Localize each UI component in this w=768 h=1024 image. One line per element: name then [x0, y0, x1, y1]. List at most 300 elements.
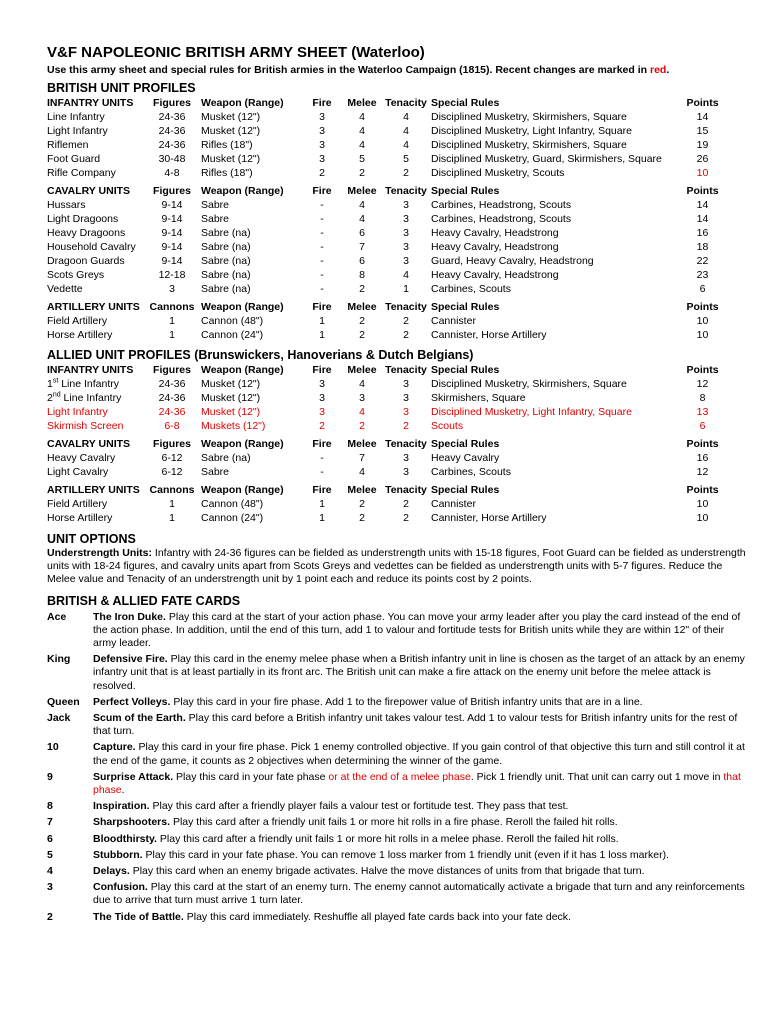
table-header-row [47, 433, 724, 451]
fate-card-description: or at the end of a melee phase [328, 770, 471, 783]
table-cell: 12-18 [158, 269, 186, 281]
table-cell: 6-12 [161, 452, 183, 464]
table-cell: 9-14 [161, 241, 183, 253]
table-row [47, 138, 724, 152]
table-cell: 1 [169, 512, 175, 524]
fate-card-name: The Tide of Battle. [93, 910, 184, 923]
understrength-units-text: Understrength Units: Infantry with 24-36 figures can be fielded as understrength units with 15-18 figures, Foot Guard can be fielded as understrength units with 18-24 figures, and cavalry units apart from Scots Greys and vedettes can be fielded as understrength units with 5-7 figures. Reduce the Melee value and Tenacity of an understrength unit by 1 point each and reduce its points cost by 2 points. [47, 547, 746, 586]
table-cell: 2 [359, 512, 365, 524]
table-cell: Musket (12") [201, 111, 261, 123]
table-cell: Cannister, Horse Artillery [431, 512, 547, 524]
table-cell: 3 [319, 111, 325, 123]
table-cell: 19 [696, 139, 709, 151]
table-cell: 30-48 [158, 153, 186, 165]
table-cell: 6 [359, 227, 365, 239]
table-cell: Muskets (12") [201, 420, 266, 432]
table-cell: 4 [359, 139, 365, 151]
unit-options-heading: UNIT OPTIONS [47, 532, 136, 546]
fate-card-name: The Iron Duke. [93, 610, 166, 623]
british-units-table [47, 96, 724, 342]
table-row [47, 314, 724, 328]
table-cell: Household Cavalry [47, 241, 136, 253]
table-cell: Heavy Cavalry [431, 452, 500, 464]
fate-card-row [47, 653, 747, 693]
table-cell: 3 [359, 392, 365, 404]
table-cell: Scots Greys [47, 269, 105, 281]
table-row [47, 511, 724, 525]
fate-card-description: Play this card when an enemy brigade activates. Halve the move distances of units from that brigade that turn. [129, 865, 645, 878]
fate-card-row [47, 741, 747, 767]
table-cell: 16 [696, 227, 709, 239]
table-cell: 3 [319, 125, 325, 137]
table-cell: Cannon (24") [201, 512, 264, 524]
table-cell: Fire [312, 301, 332, 313]
table-cell: - [320, 241, 324, 253]
table-cell: Heavy Cavalry [47, 452, 116, 464]
table-cell: 10 [696, 329, 709, 341]
fate-card-description: Play this card after a friendly unit fails 1 or more hit rolls in a melee phase. Reroll the failed hit rolls. [156, 832, 619, 845]
table-cell [47, 391, 143, 405]
table-cell: INFANTRY UNITS [47, 97, 134, 109]
fate-card-name: Inspiration. [93, 800, 150, 813]
fate-card-text [93, 611, 747, 651]
fate-card-text [93, 712, 747, 738]
table-cell: Carbines, Scouts [431, 283, 511, 295]
table-cell: Cannons [149, 484, 195, 496]
table-cell: 2 [403, 420, 409, 432]
table-cell: Disciplined Musketry, Skirmishers, Square [431, 378, 627, 390]
table-row [47, 166, 724, 180]
table-cell: Hussars [47, 199, 86, 211]
table-cell: Rifle Company [47, 167, 116, 179]
fate-cards-heading: BRITISH & ALLIED FATE CARDS [47, 593, 241, 608]
fate-card-description: Play this card before a British infantry unit takes valour test. Add 1 to valour tests for British infantry units for the rest of that turn. [93, 712, 738, 738]
table-cell: Tenacity [385, 438, 427, 450]
table-cell: Horse Artillery [47, 329, 113, 341]
table-cell: 2 [359, 498, 365, 510]
table-row [47, 240, 724, 254]
table-cell: Guard, Heavy Cavalry, Headstrong [431, 255, 594, 267]
table-cell [47, 377, 143, 391]
table-cell: 4 [403, 269, 409, 281]
table-cell: 4 [359, 406, 365, 418]
fate-card-description: Play this card in your fate phase. You can remove 1 loss marker from 1 friendly unit (even if it has 1 loss marker). [142, 848, 669, 861]
fate-card-text [93, 849, 747, 862]
table-header-row [47, 363, 724, 377]
table-cell: Figures [153, 97, 191, 109]
fate-card-description: that phase [93, 770, 741, 797]
table-cell: 10 [696, 512, 709, 524]
table-cell: Fire [312, 97, 332, 109]
fate-card-text [93, 881, 747, 907]
table-cell: 2 [403, 167, 409, 179]
table-row [47, 465, 724, 479]
intro-text: Use this army sheet and special rules for British armies in the Waterloo Campaign (1815). Recent changes are marked in red. [47, 64, 670, 76]
table-cell: Melee [347, 438, 377, 450]
table-cell: Weapon (Range) [201, 438, 284, 450]
table-cell: 3 [319, 392, 325, 404]
table-cell: 4 [359, 199, 365, 211]
fate-card-row [47, 611, 747, 651]
table-cell: 2 [403, 329, 409, 341]
fate-card-text [93, 653, 747, 693]
fate-card-rank: 6 [47, 832, 53, 845]
table-cell: 24-36 [158, 406, 186, 418]
table-cell: 2 [359, 167, 365, 179]
table-cell: Melee [347, 484, 377, 496]
table-cell: 2 [319, 167, 325, 179]
table-cell: 6 [699, 420, 706, 432]
table-cell: CAVALRY UNITS [47, 438, 131, 450]
table-row [47, 254, 724, 268]
table-cell: 24-36 [158, 111, 186, 123]
fate-card-name: Sharpshooters. [93, 816, 171, 829]
table-cell: 4 [403, 125, 409, 137]
table-cell: Musket (12") [201, 378, 261, 390]
table-cell: - [320, 283, 324, 295]
table-cell: Musket (12") [201, 153, 261, 165]
table-cell: Points [686, 97, 719, 109]
table-cell: Light Cavalry [47, 466, 109, 478]
table-cell: Sabre [201, 466, 230, 478]
table-cell: Musket (12") [201, 392, 261, 404]
table-cell: 24-36 [158, 139, 186, 151]
fate-card-rank: 5 [47, 848, 53, 861]
page-title: V&F NAPOLEONIC BRITISH ARMY SHEET (Waterloo) [47, 44, 425, 61]
table-row [47, 152, 724, 166]
table-cell: 3 [403, 199, 409, 211]
table-cell: Sabre (na) [201, 241, 251, 253]
fate-card-row [47, 712, 747, 738]
table-cell: Light Dragoons [47, 213, 119, 225]
table-cell: Heavy Cavalry, Headstrong [431, 269, 559, 281]
fate-card-row [47, 816, 747, 829]
table-row [47, 226, 724, 240]
table-cell: 9-14 [161, 227, 183, 239]
table-cell: Points [686, 185, 719, 197]
table-cell: ARTILLERY UNITS [47, 484, 140, 496]
table-cell: 5 [403, 153, 409, 165]
fate-card-rank: 4 [47, 865, 53, 878]
table-cell: 3 [169, 283, 175, 295]
table-cell: 3 [403, 378, 409, 390]
table-cell: Carbines, Headstrong, Scouts [431, 213, 572, 225]
fate-card-name: Scum of the Earth. [93, 712, 186, 725]
table-cell: 16 [696, 452, 709, 464]
allied-units-table [47, 363, 724, 525]
table-cell: Figures [153, 364, 191, 376]
table-cell: Weapon (Range) [201, 97, 284, 109]
fate-card-row [47, 849, 747, 862]
table-header-row [47, 180, 724, 198]
table-cell: 3 [403, 241, 409, 253]
fate-card-row [47, 833, 747, 846]
table-cell: Special Rules [431, 438, 500, 450]
table-cell: 4-8 [164, 167, 180, 179]
table-header-row [47, 479, 724, 497]
table-cell: 14 [696, 213, 709, 225]
table-cell: INFANTRY UNITS [47, 364, 134, 376]
fate-card-rank: 2 [47, 910, 53, 923]
table-cell: 10 [696, 498, 709, 510]
fate-card-text [93, 741, 747, 767]
table-cell: 8 [699, 392, 706, 404]
allied-unit-profiles-heading: ALLIED UNIT PROFILES (Brunswickers, Hanoverians & Dutch Belgians) [47, 348, 474, 362]
table-cell: Sabre (na) [201, 452, 251, 464]
table-cell: Sabre [201, 199, 230, 211]
table-row [47, 391, 724, 405]
table-cell: Melee [347, 185, 377, 197]
table-cell: Special Rules [431, 301, 500, 313]
table-cell: Cannister, Horse Artillery [431, 329, 547, 341]
table-cell: Musket (12") [201, 125, 261, 137]
table-cell: Scouts [431, 420, 464, 432]
table-cell: 12 [696, 466, 709, 478]
table-cell: 1 [319, 498, 325, 510]
fate-card-description: Play this card immediately. Reshuffle all played fate cards back into your fate deck. [183, 910, 571, 923]
table-cell: Disciplined Musketry, Scouts [431, 167, 565, 179]
table-cell: Sabre (na) [201, 269, 251, 281]
fate-card-name: Confusion. [93, 881, 148, 894]
fate-card-row [47, 696, 747, 709]
table-cell: 2 [359, 420, 365, 432]
fate-card-name: Bloodthirsty. [93, 832, 157, 845]
table-cell: Cannon (48") [201, 498, 264, 510]
fate-card-rank: King [47, 653, 71, 666]
table-cell: 2 [403, 315, 409, 327]
table-cell: 6 [699, 283, 706, 295]
table-cell: Fire [312, 364, 332, 376]
table-cell: 18 [696, 241, 709, 253]
table-cell: Special Rules [431, 364, 500, 376]
table-row [47, 497, 724, 511]
table-cell: Disciplined Musketry, Light Infantry, Square [431, 406, 632, 418]
fate-card-rank: 10 [47, 741, 59, 754]
table-cell: Figures [153, 185, 191, 197]
table-row [47, 328, 724, 342]
table-cell: Figures [153, 438, 191, 450]
table-cell: 9-14 [161, 255, 183, 267]
ordinal-suffix: nd [52, 391, 61, 399]
table-cell: Heavy Cavalry, Headstrong [431, 227, 559, 239]
fate-card-name: Delays. [93, 865, 130, 878]
fate-card-rank: 8 [47, 800, 53, 813]
table-cell: 3 [403, 227, 409, 239]
table-cell: Carbines, Scouts [431, 466, 511, 478]
table-cell: Melee [347, 97, 377, 109]
table-cell: Fire [312, 484, 332, 496]
table-cell: Sabre [201, 213, 230, 225]
table-cell: 12 [696, 378, 709, 390]
table-cell: Rifles (18") [201, 167, 253, 179]
table-cell: 3 [319, 153, 325, 165]
table-cell: Foot Guard [47, 153, 101, 165]
table-cell: 1 [403, 283, 409, 295]
fate-card-description: Play this card in the enemy melee phase when a British infantry unit in line is chosen as the target of an attack by an enemy infantry unit that is at least partially in its front arc. The British unit can make a fire attack on the enemy unit before the melee attack is resolved. [93, 653, 745, 692]
table-cell: Points [686, 438, 719, 450]
allied-units-body [47, 363, 724, 525]
table-cell: Tenacity [385, 185, 427, 197]
table-cell: Sabre (na) [201, 227, 251, 239]
table-cell: Light Infantry [47, 406, 108, 418]
table-row [47, 124, 724, 138]
fate-card-description: Play this card after a friendly unit fails 1 or more hit rolls in a fire phase. Reroll the failed hit rolls. [170, 816, 618, 829]
table-cell: 2 [359, 283, 365, 295]
table-cell: - [320, 269, 324, 281]
table-cell: - [320, 199, 324, 211]
ordinal-number: 1 [47, 378, 53, 390]
table-cell: Special Rules [431, 97, 500, 109]
table-cell: 3 [319, 406, 325, 418]
table-cell: Points [686, 364, 719, 376]
table-cell: CAVALRY UNITS [47, 185, 131, 197]
table-cell: Special Rules [431, 484, 500, 496]
unit-name-rest: Line Infantry [60, 392, 122, 404]
table-cell: 22 [696, 255, 709, 267]
fate-card-rank: Jack [47, 712, 71, 725]
table-cell: Riflemen [47, 139, 89, 151]
table-row [47, 377, 724, 391]
fate-card-row [47, 865, 747, 878]
table-row [47, 405, 724, 419]
fate-card-description: Play this card after a friendly player fails a valour test or fortitude test. They pass that test. [149, 800, 569, 813]
table-cell: Tenacity [385, 484, 427, 496]
table-cell: 9-14 [161, 213, 183, 225]
fate-card-name: Surprise Attack. [93, 770, 174, 783]
ordinal-suffix: st [52, 377, 59, 385]
table-cell: Tenacity [385, 301, 427, 313]
table-cell: 10 [696, 167, 709, 179]
fate-card-name: Stubborn. [93, 848, 143, 861]
fate-card-row [47, 771, 747, 797]
table-cell: 4 [359, 111, 365, 123]
fate-card-text [93, 771, 747, 797]
table-cell: Disciplined Musketry, Guard, Skirmishers, Square [431, 153, 662, 165]
table-cell: Vedette [47, 283, 83, 295]
table-cell: 4 [403, 139, 409, 151]
fate-card-text [93, 816, 747, 829]
table-cell: Light Infantry [47, 125, 108, 137]
fate-card-description: Play this card in your fire phase. Add 1 to the firepower value of British infantry units that are in a line. [170, 695, 643, 708]
table-cell: 7 [359, 241, 365, 253]
fate-card-rank: Queen [47, 695, 80, 708]
table-cell: 26 [696, 153, 709, 165]
table-header-row [47, 296, 724, 314]
fate-card-name: Defensive Fire. [93, 653, 168, 666]
table-cell: Melee [347, 364, 377, 376]
fate-card-rank: 3 [47, 881, 53, 894]
british-unit-profiles-heading: BRITISH UNIT PROFILES [47, 81, 196, 95]
table-cell: Cannon (48") [201, 315, 264, 327]
table-cell: 1 [319, 512, 325, 524]
table-cell: 7 [359, 452, 365, 464]
table-cell: Tenacity [385, 364, 427, 376]
table-cell: Field Artillery [47, 315, 108, 327]
table-cell: 14 [696, 111, 709, 123]
table-cell: - [320, 227, 324, 239]
table-cell: 24-36 [158, 125, 186, 137]
table-cell: 4 [359, 125, 365, 137]
ordinal-number: 2 [47, 392, 53, 404]
table-cell: 1 [319, 315, 325, 327]
table-cell: 3 [403, 213, 409, 225]
fate-card-description: . [121, 784, 125, 797]
table-cell: Field Artillery [47, 498, 108, 510]
table-cell: ARTILLERY UNITS [47, 301, 140, 313]
table-cell: 1 [169, 329, 175, 341]
table-cell: 3 [319, 378, 325, 390]
table-cell: Skirmish Screen [47, 420, 124, 432]
table-cell: Horse Artillery [47, 512, 113, 524]
table-cell: 10 [696, 315, 709, 327]
fate-card-row [47, 881, 747, 907]
fate-card-row [47, 800, 747, 813]
table-row [47, 268, 724, 282]
table-cell: Points [686, 484, 719, 496]
fate-card-text [93, 865, 747, 878]
fate-card-description: Play this card in your fire phase. Pick 1 enemy controlled objective. If you gain control of that objective this turn and still control it at the end of the game, it counts as 2 objectives when determining the winner of the game. [93, 741, 745, 767]
fate-card-text [93, 696, 747, 709]
table-cell: Melee [347, 301, 377, 313]
table-cell: 6-12 [161, 466, 183, 478]
fate-card-rank: Ace [47, 610, 67, 623]
table-cell: Fire [312, 185, 332, 197]
table-row [47, 419, 724, 433]
table-cell: Special Rules [431, 185, 500, 197]
fate-card-description: Play this card at the start of an enemy turn. The enemy cannot automatically activate a brigade that turn and any reinforcements due to arrive that turn must arrive 1 turn later. [93, 881, 745, 907]
table-cell: 2 [403, 512, 409, 524]
table-cell: 4 [359, 378, 365, 390]
table-cell: Weapon (Range) [201, 364, 284, 376]
table-cell: Rifles (18") [201, 139, 253, 151]
fate-card-description: Play this card in your fate phase [173, 770, 329, 783]
table-cell: Disciplined Musketry, Light Infantry, Square [431, 125, 632, 137]
table-header-row [47, 96, 724, 110]
table-cell: - [320, 213, 324, 225]
table-cell: Cannister [431, 315, 476, 327]
table-cell: Skirmishers, Square [431, 392, 526, 404]
table-cell: Sabre (na) [201, 283, 251, 295]
table-cell: Heavy Cavalry, Headstrong [431, 241, 559, 253]
table-cell: Disciplined Musketry, Skirmishers, Square [431, 139, 627, 151]
fate-card-text [93, 911, 747, 924]
table-row [47, 110, 724, 124]
table-cell: 4 [359, 466, 365, 478]
table-cell: Cannons [149, 301, 195, 313]
table-cell: 3 [403, 392, 409, 404]
table-cell: 24-36 [158, 392, 186, 404]
fate-card-text [93, 833, 747, 846]
table-cell: Line Infantry [47, 111, 105, 123]
table-cell: Weapon (Range) [201, 301, 284, 313]
table-row [47, 282, 724, 296]
fate-card-name: Perfect Volleys. [93, 695, 171, 708]
table-cell: 4 [403, 111, 409, 123]
table-cell: Carbines, Headstrong, Scouts [431, 199, 572, 211]
fate-card-description: Play this card at the start of your action phase. You can move your army leader after you play the card instead of the end of the action phase. In addition, until the end of this turn, add 1 to valour and fortitude tests for British units while they are within 12" of their army leader. [93, 610, 741, 650]
table-cell: 3 [319, 139, 325, 151]
table-cell: Dragoon Guards [47, 255, 125, 267]
table-cell: 15 [696, 125, 709, 137]
fate-cards-list [47, 611, 747, 924]
table-cell: Weapon (Range) [201, 484, 284, 496]
table-row [47, 451, 724, 465]
table-row [47, 198, 724, 212]
fate-card-rank: 7 [47, 816, 53, 829]
table-cell: 24-36 [158, 378, 186, 390]
table-cell: - [320, 255, 324, 267]
table-cell: 9-14 [161, 199, 183, 211]
